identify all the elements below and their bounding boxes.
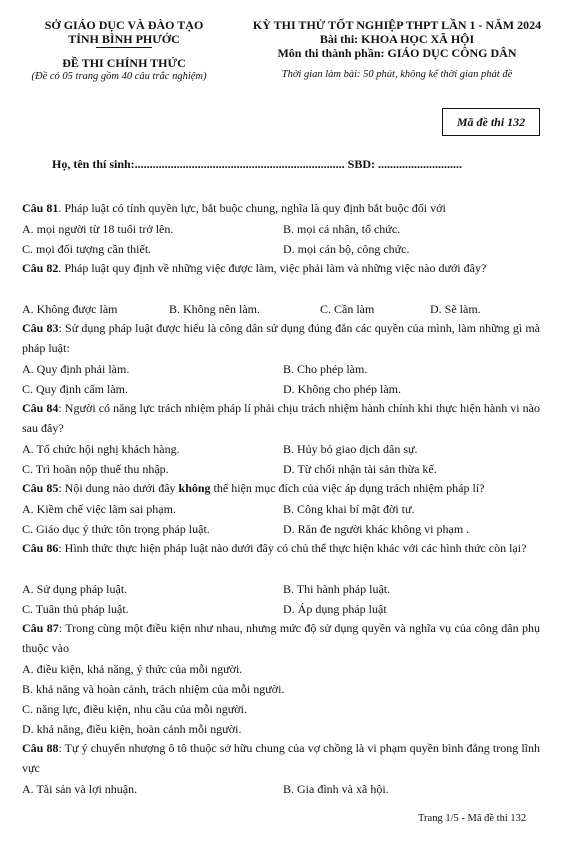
pages-note: (Đề có 05 trang gồm 40 câu trắc nghiệm) [31,71,207,82]
option-b[interactable]: B. mọi cá nhân, tổ chức. [283,222,401,236]
official-label: ĐỀ THI CHÍNH THỨC [62,56,186,70]
option-a[interactable]: A. điều kiện, khả năng, ý thức của mỗi người. [22,662,243,676]
header-right [236,18,558,82]
question-86 [22,538,540,558]
page-footer: Trang 1/5 - Mã đề thi 132 [418,813,527,824]
option-a[interactable]: A. Kiềm chế việc làm sai phạm. [22,502,176,516]
question-number: Câu 81 [22,201,59,215]
exam-code-box: Mã đề thi 132 [442,108,540,136]
option-b[interactable]: B. khả năng và hoàn cảnh, trách nhiệm của mỗi người. [22,682,285,696]
time-note: Thời gian làm bài: 50 phút, không kể thời gian phát đề [281,69,513,80]
question-82 [22,258,540,278]
question-83 [22,318,540,358]
question-number: Câu 83 [22,321,59,335]
option-b[interactable]: B. Gia đình và xã hội. [283,782,389,796]
option-d[interactable]: D. mọi cán bộ, công chức. [283,242,410,256]
header-divider [96,47,152,48]
question-text-pre: : Nội dung nào dưới đây [58,481,179,495]
option-c[interactable]: C. mọi đối tượng cần thiết. [22,242,152,256]
option-a[interactable]: A. Tổ chức hội nghị khách hàng. [22,442,180,456]
option-d[interactable]: D. Răn đe người khác không vi phạm . [283,522,470,536]
question-number: Câu 87 [22,621,59,635]
option-d[interactable]: D. Áp dụng pháp luật [283,602,387,616]
question-text-post: thể hiện mục đích của việc áp dụng trách nhiệm pháp lí? [210,481,485,495]
question-text: . Pháp luật có tính quyền lực, bắt buộc chung, nghĩa là quy định bắt buộc đối với [58,201,446,215]
department-name: SỞ GIÁO DỤC VÀ ĐÀO TẠO [44,18,204,32]
student-info-line: Họ, tên thí sinh:...................................................................... SBD: ............................ [52,157,463,171]
header-left [24,18,224,84]
question-text-emphasis: không [178,481,211,495]
question-text: : Tự ý chuyển nhượng ô tô thuộc sở hữu chung của vợ chồng là vi phạm quyền bình đẳng trong lĩnh vực [22,741,540,775]
option-c[interactable]: C. Giáo dục ý thức tôn trọng pháp luật. [22,522,210,536]
option-c[interactable]: C. năng lực, điều kiện, nhu cầu của mỗi người. [22,702,247,716]
option-b[interactable]: B. Không nên làm. [169,302,260,316]
question-text: : Người có năng lực trách nhiệm pháp lí phải chịu trách nhiệm hành chính khi thực hiện hành vi nào sau đây? [22,401,540,435]
option-c[interactable]: C. Tuân thủ pháp luật. [22,602,129,616]
question-text: : Sử dụng pháp luật được hiểu là công dân sử dụng đúng đắn các quyền của mình, làm những gì mà pháp luật: [22,321,540,355]
option-a[interactable]: A. Sử dụng pháp luật. [22,582,128,596]
question-number: Câu 84 [22,401,59,415]
option-b[interactable]: B. Thi hành pháp luật. [283,582,391,596]
option-a[interactable]: A. Không được làm [22,302,118,316]
question-87 [22,618,540,658]
option-c[interactable]: C. Trì hoãn nộp thuế thu nhập. [22,462,169,476]
question-84 [22,398,540,438]
question-81 [22,198,540,218]
option-d[interactable]: D. Từ chối nhận tài sản thừa kế. [283,462,437,476]
option-c[interactable]: C. Cần làm [320,302,375,316]
question-text: : Trong cùng một điều kiện như nhau, nhưng mức độ sử dụng quyền và nghĩa vụ của công dân phụ thuộc vào [22,621,541,655]
question-88 [22,738,540,778]
question-number: Câu 85 [22,481,59,495]
question-number: Câu 82 [22,261,59,275]
option-d[interactable]: D. khả năng, điều kiện, hoàn cảnh mỗi người. [22,722,242,736]
option-b[interactable]: B. Cho phép làm. [283,362,368,376]
question-text: . Pháp luật quy định về những việc được làm, việc phải làm và những việc nào dưới đây? [58,261,487,275]
exam-subject: Bài thi: KHOA HỌC XÃ HỘI [319,32,475,46]
question-number: Câu 88 [22,741,59,755]
province-name: TỈNH BÌNH PHƯỚC [68,32,180,46]
option-d[interactable]: D. Không cho phép làm. [283,382,401,396]
option-b[interactable]: B. Công khai bí mật đời tư. [283,502,415,516]
question-number: Câu 86 [22,541,59,555]
question-text: : Hình thức thực hiện pháp luật nào dưới đây có chủ thể thực hiện khác với các hình thức còn lại? [58,541,527,555]
option-d[interactable]: D. Sẽ làm. [430,302,481,316]
option-a[interactable]: A. Quy định phải làm. [22,362,130,376]
exam-component: Môn thi thành phần: GIÁO DỤC CÔNG DÂN [277,46,517,60]
exam-title: KỲ THI THỬ TỐT NGHIỆP THPT LẦN 1 - NĂM 2024 [252,18,542,32]
option-b[interactable]: B. Hủy bỏ giao dịch dân sự. [283,442,418,456]
question-85 [22,478,540,498]
option-a[interactable]: A. mọi người từ 18 tuổi trở lên. [22,222,174,236]
option-c[interactable]: C. Quy định cấm làm. [22,382,128,396]
option-a[interactable]: A. Tài sản và lợi nhuận. [22,782,138,796]
